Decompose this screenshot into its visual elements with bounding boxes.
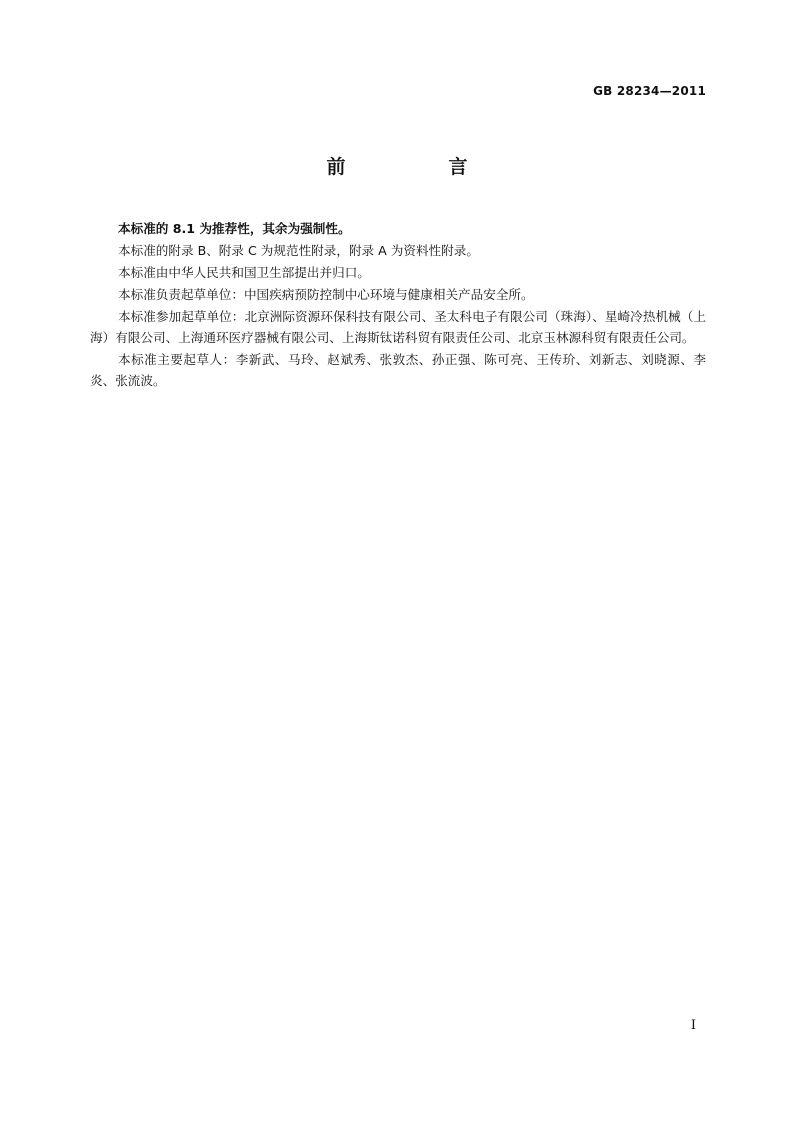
paragraph-recommended-clause: 本标准的 8.1 为推荐性，其余为强制性。 — [118, 221, 351, 236]
paragraph-main-drafters: 本标准主要起草人：李新武、马玲、赵斌秀、张敦杰、孙正强、陈可亮、王传玠、刘新志、刘晓源、李炎、张流波。 — [90, 352, 706, 388]
standard-code: GB 28234—2011 — [593, 84, 706, 98]
paragraph-participating-drafters: 本标准参加起草单位：北京洲际资源环保科技有限公司、圣太科电子有限公司（珠海）、星崎冷热机械（上海）有限公司、上海通环医疗器械有限公司、上海斯钛诺科贸有限责任公司、北京玉林源科贸有限责任公司。 — [90, 309, 706, 345]
foreword-body — [90, 218, 706, 392]
page-title: 前 言 — [326, 156, 510, 178]
page-number: I — [690, 1018, 696, 1033]
paragraph-responsible-drafter: 本标准负责起草单位：中国疾病预防控制中心环境与健康相关产品安全所。 — [118, 287, 534, 302]
paragraph-proposer: 本标准由中华人民共和国卫生部提出并归口。 — [118, 265, 370, 280]
paragraph-annexes: 本标准的附录 B、附录 C 为规范性附录，附录 A 为资料性附录。 — [118, 243, 479, 258]
